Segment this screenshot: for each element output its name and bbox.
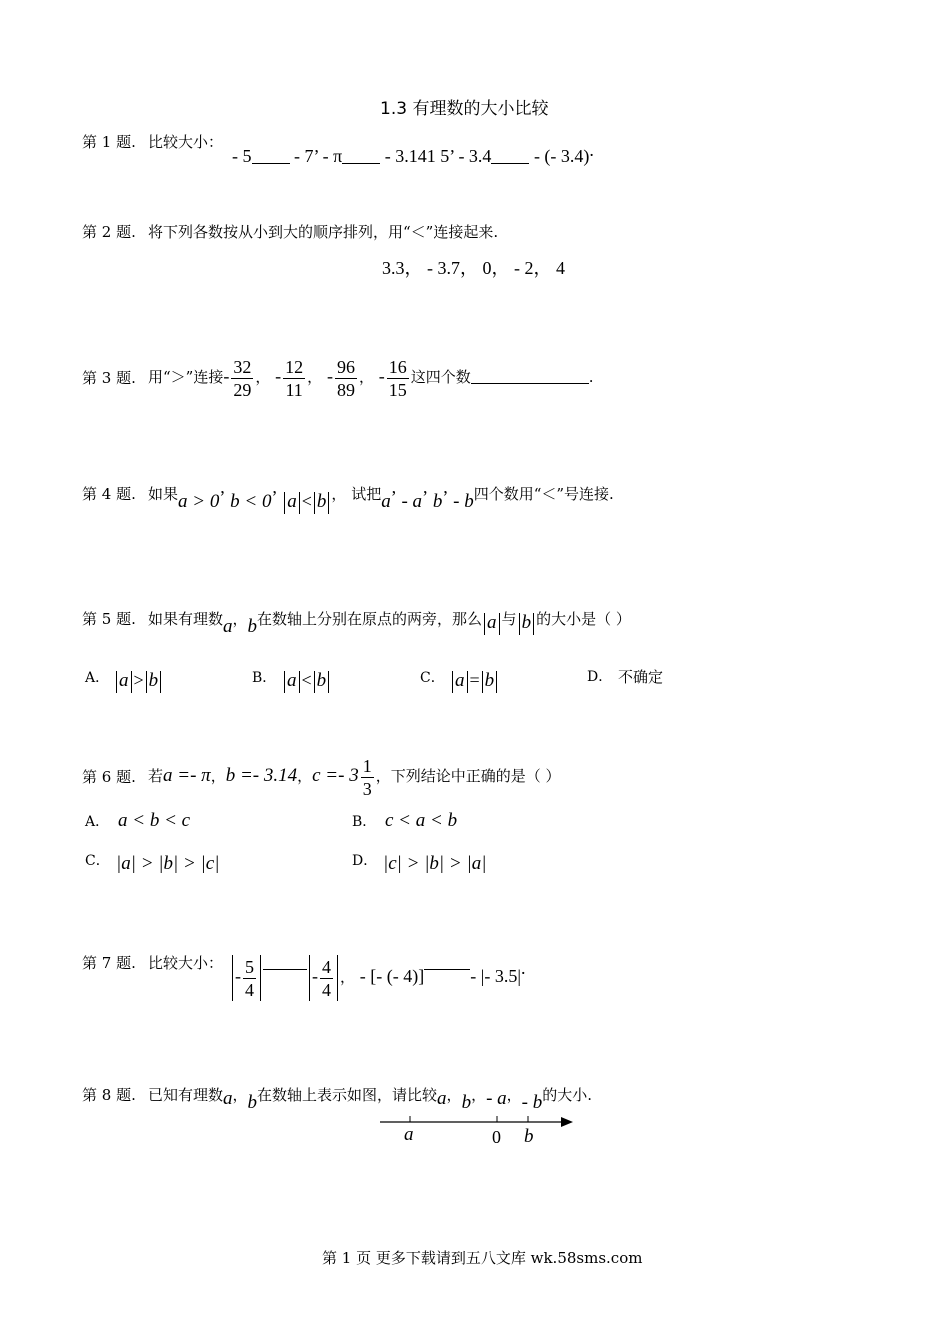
q7-f1-numerator: 5 — [245, 956, 254, 977]
q8-cmp-b: b — [461, 1092, 472, 1113]
q6-text-b: ，下列结论中正确的是（ ） — [375, 767, 561, 785]
q5-option-a: a > b — [114, 670, 163, 693]
q4-var: - b — [453, 491, 474, 512]
axis-label-zero: 0 — [492, 1127, 501, 1147]
q3-sign: - — [275, 366, 282, 386]
q3-fraction — [335, 356, 357, 401]
q7-part2-left: - [- (- 4)] — [359, 966, 425, 986]
q7-text: 比较大小： — [148, 954, 224, 972]
q1-label: 第 1 题. — [82, 133, 136, 151]
q2-text: 将下列各数按从小到大的顺序排列，用“＜”连接起来. — [148, 223, 499, 241]
q6-option-b: c < a < b — [385, 810, 458, 831]
abs-bar — [328, 492, 329, 514]
q7-f2-denominator: 4 — [322, 979, 331, 1000]
q2-number: 4 — [556, 258, 565, 278]
axis-label-b: b — [524, 1126, 534, 1147]
q6-option-c-label: C． — [85, 853, 110, 869]
q3-denominator: 15 — [388, 379, 407, 400]
q7-fraction-2 — [320, 956, 333, 1001]
q4-var: b — [432, 491, 443, 512]
q1-sep: ’ — [449, 146, 454, 166]
q1-text: 比较大小： — [148, 133, 224, 151]
q3-sign: - — [378, 366, 385, 386]
q6-c-eq: c =- 3 — [312, 765, 359, 786]
q3-numerator: 12 — [285, 356, 304, 377]
q5-abs-b: b — [521, 612, 532, 633]
q6-c-fraction — [361, 755, 374, 800]
q8-var-a: a — [223, 1088, 233, 1109]
q6-option-d-label: D． — [352, 853, 378, 869]
q4-line: 如果a > 0’ b < 0’ a < b ， 试把a’ - a’ b’ - b四个数用“＜”号连接. — [148, 485, 614, 512]
q6-option-c: |a| > |b| > |c| — [116, 853, 220, 874]
q1-part: - 3.141 5 — [384, 146, 450, 166]
q6-c-denominator: 3 — [362, 778, 372, 799]
q5-option-a-label: A． — [85, 670, 110, 686]
q7-blank-1 — [263, 955, 307, 970]
q3-numerator: 96 — [336, 356, 355, 377]
abs-bar — [314, 492, 315, 514]
q5-text-c: 与 — [501, 610, 517, 628]
q4-cond1: a > 0 — [178, 491, 220, 512]
abs-bar — [337, 955, 338, 1001]
q1-part: - 5 — [232, 146, 252, 166]
q3-sep: ， — [358, 368, 374, 386]
q3-denominator: 29 — [233, 379, 252, 400]
abs-bar — [309, 955, 310, 1001]
q3-line — [148, 352, 594, 401]
q8-text-b: 在数轴上表示如图，请比较 — [257, 1086, 438, 1104]
q6-c-numerator: 1 — [362, 755, 372, 776]
q4-text-b: 试把 — [351, 485, 382, 503]
q1-sep: ’ — [313, 146, 319, 166]
q6-option-d: |c| > |b| > |a| — [383, 853, 487, 874]
q1-part: - 7 — [294, 146, 314, 166]
q4-text-c: 四个数用“＜”号连接. — [473, 485, 614, 503]
q1-blank — [252, 149, 290, 164]
q3-numerator: 16 — [388, 356, 407, 377]
q3-text-after: 这四个数 — [410, 368, 471, 386]
q5-label: 第 5 题. — [82, 610, 136, 628]
q4-cond3 — [282, 493, 331, 511]
q7-expression: - $\frac{5}{4}$ - $\frac{4}{4}$ ， - [- (- 4)] - |- 3.5|. — [230, 944, 525, 1001]
q8-line: 已知有理数a，b在数轴上表示如图，请比较a，b，- a，- b的大小. — [148, 1086, 593, 1113]
q3-fraction — [231, 356, 253, 401]
page-title: 1.3 有理数的大小比较 — [380, 99, 549, 119]
q3-denominator: 11 — [285, 379, 303, 400]
q3-label: 第 3 题. — [82, 369, 136, 387]
q3-numerator: 32 — [233, 356, 252, 377]
abs-bar — [232, 955, 233, 1001]
q6-b-eq: b =- 3.14 — [225, 765, 298, 786]
q7-fraction-1 — [243, 956, 256, 1001]
q6-option-a: a < b < c — [118, 810, 191, 831]
q5-text-b: 在数轴上分别在原点的两旁，那么 — [257, 610, 483, 628]
q5-option-c: a = b — [450, 670, 499, 693]
q3-end: . — [588, 368, 594, 386]
q3-sep: ， — [307, 368, 323, 386]
q3-fraction — [387, 356, 409, 401]
q1-part: - π — [322, 146, 343, 166]
q7-part2-right: - |- 3.5| — [470, 966, 521, 986]
q6-text-a: 若 — [148, 767, 164, 785]
q3-sign: - — [223, 366, 230, 386]
q6-a-eq: a =- π — [163, 765, 211, 786]
q6-option-a-label: A． — [85, 814, 110, 830]
q1-part: - (- 3.4) — [533, 146, 590, 166]
abs-bar — [284, 492, 285, 514]
q8-cmp-a: a — [437, 1088, 447, 1109]
q4-cond3-a: a — [287, 491, 297, 512]
q7-f2-numerator: 4 — [322, 956, 331, 977]
q2-label: 第 2 题. — [82, 223, 136, 241]
q4-var: - a — [401, 491, 423, 512]
axis-label-a: a — [404, 1124, 414, 1145]
q8-label: 第 8 题. — [82, 1086, 136, 1104]
q3-fraction — [283, 356, 305, 401]
q5-option-d: 不确定 — [618, 668, 664, 686]
abs-bar — [299, 492, 300, 514]
q5-option-b: a < b — [282, 670, 331, 693]
q4-label: 第 4 题. — [82, 485, 136, 503]
q1-expression — [232, 140, 594, 167]
q8-text-a: 已知有理数 — [148, 1086, 224, 1104]
q7-end: . — [520, 958, 526, 978]
q1-part: - 3.4 — [458, 146, 492, 166]
page-footer: 第 1 页 更多下载请到五八文库 wk.58sms.com — [322, 1249, 643, 1267]
q3-denominator: 89 — [336, 379, 355, 400]
q8-text-c: 的大小. — [542, 1086, 593, 1104]
q2-number: 3.3， — [382, 258, 423, 278]
q8-cmp-neg-b: - b — [521, 1092, 543, 1113]
q5-var-b: b — [247, 616, 258, 637]
q3-text-before: 用“＞”连接 — [148, 368, 224, 386]
abs-bar — [260, 955, 261, 1001]
q6-label: 第 6 题. — [82, 768, 136, 786]
q3-sep: ， — [255, 368, 271, 386]
q8-cmp-neg-a: - a — [486, 1088, 507, 1109]
q2-number: - 3.7， — [427, 258, 478, 278]
q2-numbers — [382, 254, 565, 280]
q4-var: a — [381, 491, 391, 512]
q4-cond3-op: < — [301, 491, 312, 511]
q5-option-b-label: B． — [252, 670, 277, 686]
q4-cond2: b < 0 — [230, 491, 272, 512]
q6-option-b-label: B． — [352, 814, 377, 830]
q2-number: 0， — [482, 258, 510, 278]
q1-blank — [342, 149, 380, 164]
q4-cond3-b: b — [316, 491, 327, 512]
q5-var-a: a — [223, 616, 233, 637]
q7-blank-2 — [424, 955, 470, 970]
q2-number: - 2， — [514, 258, 552, 278]
q8-var-b: b — [247, 1092, 258, 1113]
q7-label: 第 7 题. — [82, 954, 136, 972]
q5-text-d: 的大小是（ ） — [536, 610, 631, 628]
q7-f1-denominator: 4 — [245, 979, 254, 1000]
q4-text-a: 如果 — [148, 485, 179, 503]
q1-blank — [491, 149, 529, 164]
q5-text-a: 如果有理数 — [148, 610, 224, 628]
q1-end: . — [589, 140, 594, 160]
q3-sign: - — [326, 366, 333, 386]
q5-option-c-label: C． — [420, 670, 445, 686]
q5-abs-a: a — [487, 612, 497, 633]
q5-option-d-label: D． — [587, 669, 613, 685]
q3-answer-blank — [471, 369, 589, 384]
number-line-arrow — [561, 1117, 573, 1127]
q6-line: 若a =- π，b =- 3.14，c =- 3 $\frac{1}{3}$ ，下列结论中正确的是（ ） — [148, 755, 561, 799]
q5-line: 如果有理数a，b在数轴上分别在原点的两旁，那么 a 与 b 的大小是（ ） — [148, 610, 631, 637]
